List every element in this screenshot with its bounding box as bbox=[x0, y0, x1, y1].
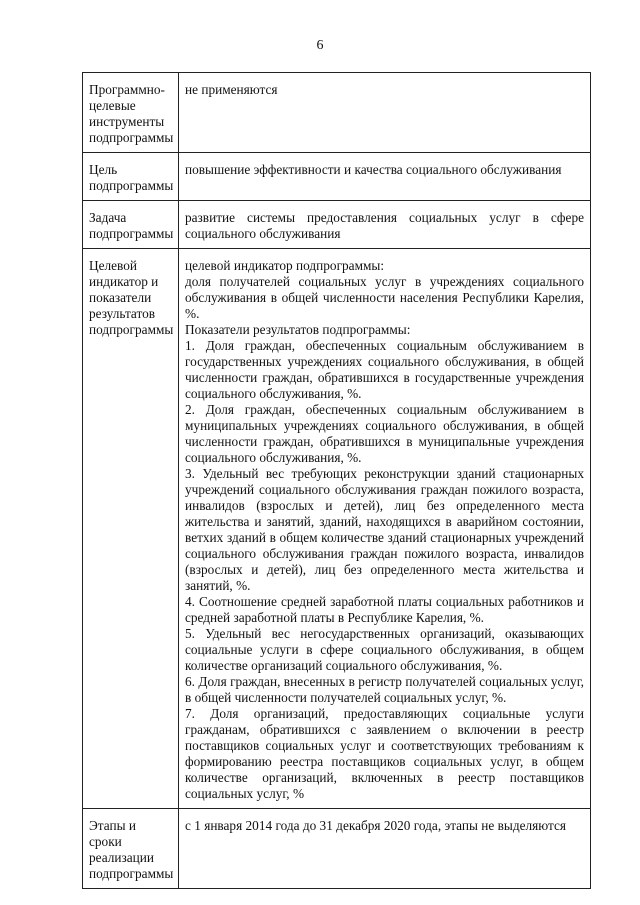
page-number: 6 bbox=[316, 38, 324, 53]
subprogram-passport-table bbox=[82, 72, 591, 889]
value-line: 3. Удельный вес требующих реконструкции зданий стационарных учреждений социального обслуживания граждан пожилого возраста, инвалидов (взрослых и детей), лиц без определенного места жительства и занятий, зданий, находящихся в аварийном состоянии, ветхих зданий в общем количестве зданий стационарных учреждений социального обслуживания граждан пожилого возраста, инвалидов (взрослых и детей), лиц без определенного места жительства и занятий, %. bbox=[185, 466, 584, 593]
value-line: доля получателей социальных услуг в учреждениях социального обслуживания в общей численности населения Республики Карелия, %. bbox=[185, 274, 584, 321]
row-program-tools bbox=[83, 73, 591, 153]
value-line: 6. Доля граждан, внесенных в регистр получателей социальных услуг, в общей численности получателей социальных услуг, %. bbox=[185, 674, 584, 705]
value-line: повышение эффективности и качества социального обслуживания bbox=[185, 162, 562, 177]
row-value bbox=[179, 73, 591, 153]
row-label: Целевой индикатор и показатели результатов подпрограммы bbox=[83, 249, 179, 809]
row-value bbox=[179, 249, 591, 809]
value-line: целевой индикатор подпрограммы: bbox=[185, 258, 385, 273]
value-line: 4. Соотношение средней заработной платы социальных работников и средней заработной платы в Республике Карелия, %. bbox=[185, 594, 584, 625]
row-value bbox=[179, 153, 591, 201]
row-value bbox=[179, 201, 591, 249]
value-line: развитие системы предоставления социальных услуг в сфере социального обслуживания bbox=[185, 210, 584, 241]
row-label: Этапы и сроки реализации подпрограммы bbox=[83, 809, 179, 889]
row-label: Программно- целевые инструменты подпрограммы bbox=[83, 73, 179, 153]
row-goal bbox=[83, 153, 591, 201]
value-line: с 1 января 2014 года до 31 декабря 2020 года, этапы не выделяются bbox=[185, 818, 566, 833]
value-line: Показатели результатов подпрограммы: bbox=[185, 322, 411, 337]
row-stages-terms bbox=[83, 809, 591, 889]
row-task bbox=[83, 201, 591, 249]
table-body bbox=[83, 73, 591, 889]
row-label: Задача подпрограммы bbox=[83, 201, 179, 249]
value-line: 2. Доля граждан, обеспеченных социальным обслуживанием в муниципальных учреждениях социального обслуживания, в общей численности граждан, обратившихся в муниципальные учреждения социального обслуживания, %. bbox=[185, 402, 584, 465]
value-line: не применяются bbox=[185, 82, 278, 97]
value-line: 1. Доля граждан, обеспеченных социальным обслуживанием в государственных учреждениях социального обслуживания, в общей численности граждан, обратившихся в государственные учреждения социального обслуживания, %. bbox=[185, 338, 584, 401]
value-line: 7. Доля организаций, предоставляющих социальные услуги гражданам, обратившихся с заявлением о включении в реестр поставщиков социальных услуг и соответствующих требованиям к формированию реестра поставщиков социальных услуг, в общем количестве организаций, включенных в реестр поставщиков социальных услуг, % bbox=[185, 706, 584, 801]
row-value bbox=[179, 809, 591, 889]
row-label: Цель подпрограммы bbox=[83, 153, 179, 201]
value-line: 5. Удельный вес негосударственных организаций, оказывающих социальные услуги в сфере социального обслуживания, в общем количестве организаций социального обслуживания, %. bbox=[185, 626, 584, 673]
row-indicators bbox=[83, 249, 591, 809]
